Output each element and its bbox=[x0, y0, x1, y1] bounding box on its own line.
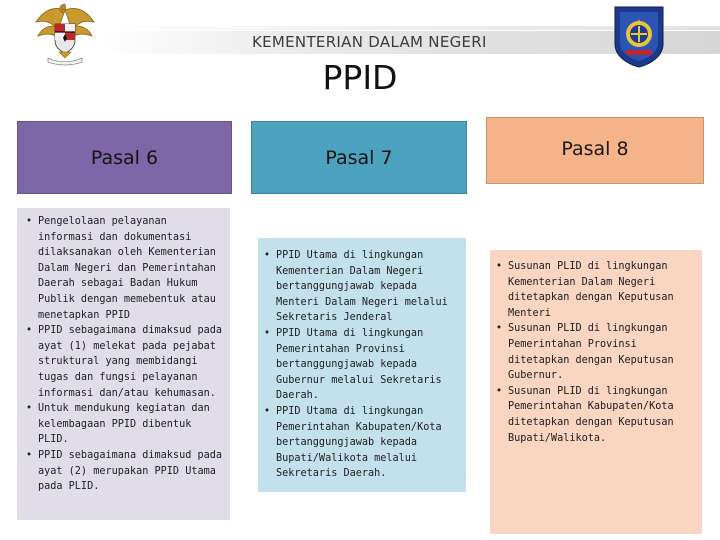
pasal-8-item: • Susunan PLID di lingkungan Pemerintahan Kabupaten/Kota ditetapkan dengan Keputusan Bupati/Walikota. bbox=[496, 384, 696, 446]
garuda-emblem-icon bbox=[32, 0, 98, 66]
pasal-8-item: • Susunan PLID di lingkungan Pemerintahan Provinsi ditetapkan dengan Keputusan Gubernur. bbox=[496, 321, 696, 383]
pasal-6-item: • PPID sebagaimana dimaksud pada ayat (1) melekat pada pejabat struktural yang membidangi tugas dan fungsi pelayanan informasi dan/atau kehumasan. bbox=[26, 323, 224, 401]
pasal-6-item: • Untuk mendukung kegiatan dan kelembagaan PPID dibentuk PLID. bbox=[26, 401, 224, 448]
ministry-name: KEMENTERIAN DALAM NEGERI bbox=[252, 33, 487, 51]
pasal-6-body bbox=[17, 208, 230, 520]
pasal-7-item: • PPID Utama di lingkungan Kementerian Dalam Negeri bertanggungjawab kepada Menteri Dalam Negeri melalui Sekretaris Jenderal bbox=[264, 248, 460, 326]
pasal-6-heading: Pasal 6 bbox=[90, 146, 159, 169]
pasal-7-list bbox=[264, 248, 460, 482]
page-title: PPID bbox=[322, 58, 398, 97]
pasal-7-body bbox=[258, 238, 466, 492]
pasal-8-heading: Pasal 8 bbox=[561, 138, 629, 160]
pasal-8-list bbox=[496, 259, 696, 446]
pasal-7-header bbox=[251, 121, 467, 194]
pasal-7-item: • PPID Utama di lingkungan Pemerintahan Provinsi bertanggungjawab kepada Gubernur melalui Sekretaris Daerah. bbox=[264, 326, 460, 404]
pasal-7-heading: Pasal 7 bbox=[325, 146, 393, 169]
pasal-8-body bbox=[490, 250, 702, 534]
pasal-6-item: • Pengelolaan pelayanan informasi dan dokumentasi dilaksanakan oleh Kementerian Dalam Negeri dan Pemerintahan Daerah sebagai Badan Hukum Publik dengan memebentuk atau menetapkan PPID bbox=[26, 214, 224, 323]
pasal-6-item: • PPID sebagaimana dimaksud pada ayat (2) merupakan PPID Utama pada PLID. bbox=[26, 448, 224, 495]
pasal-7-item: • PPID Utama di lingkungan Pemerintahan Kabupaten/Kota bertanggungjawab kepada Bupati/Walikota melalui Sekretaris Daerah. bbox=[264, 404, 460, 482]
pasal-6-list bbox=[26, 214, 224, 495]
pasal-8-header bbox=[486, 117, 704, 184]
pasal-6-header bbox=[17, 121, 232, 194]
pasal-8-item: • Susunan PLID di lingkungan Kementerian Dalam Negeri ditetapkan dengan Keputusan Menteri bbox=[496, 259, 696, 321]
